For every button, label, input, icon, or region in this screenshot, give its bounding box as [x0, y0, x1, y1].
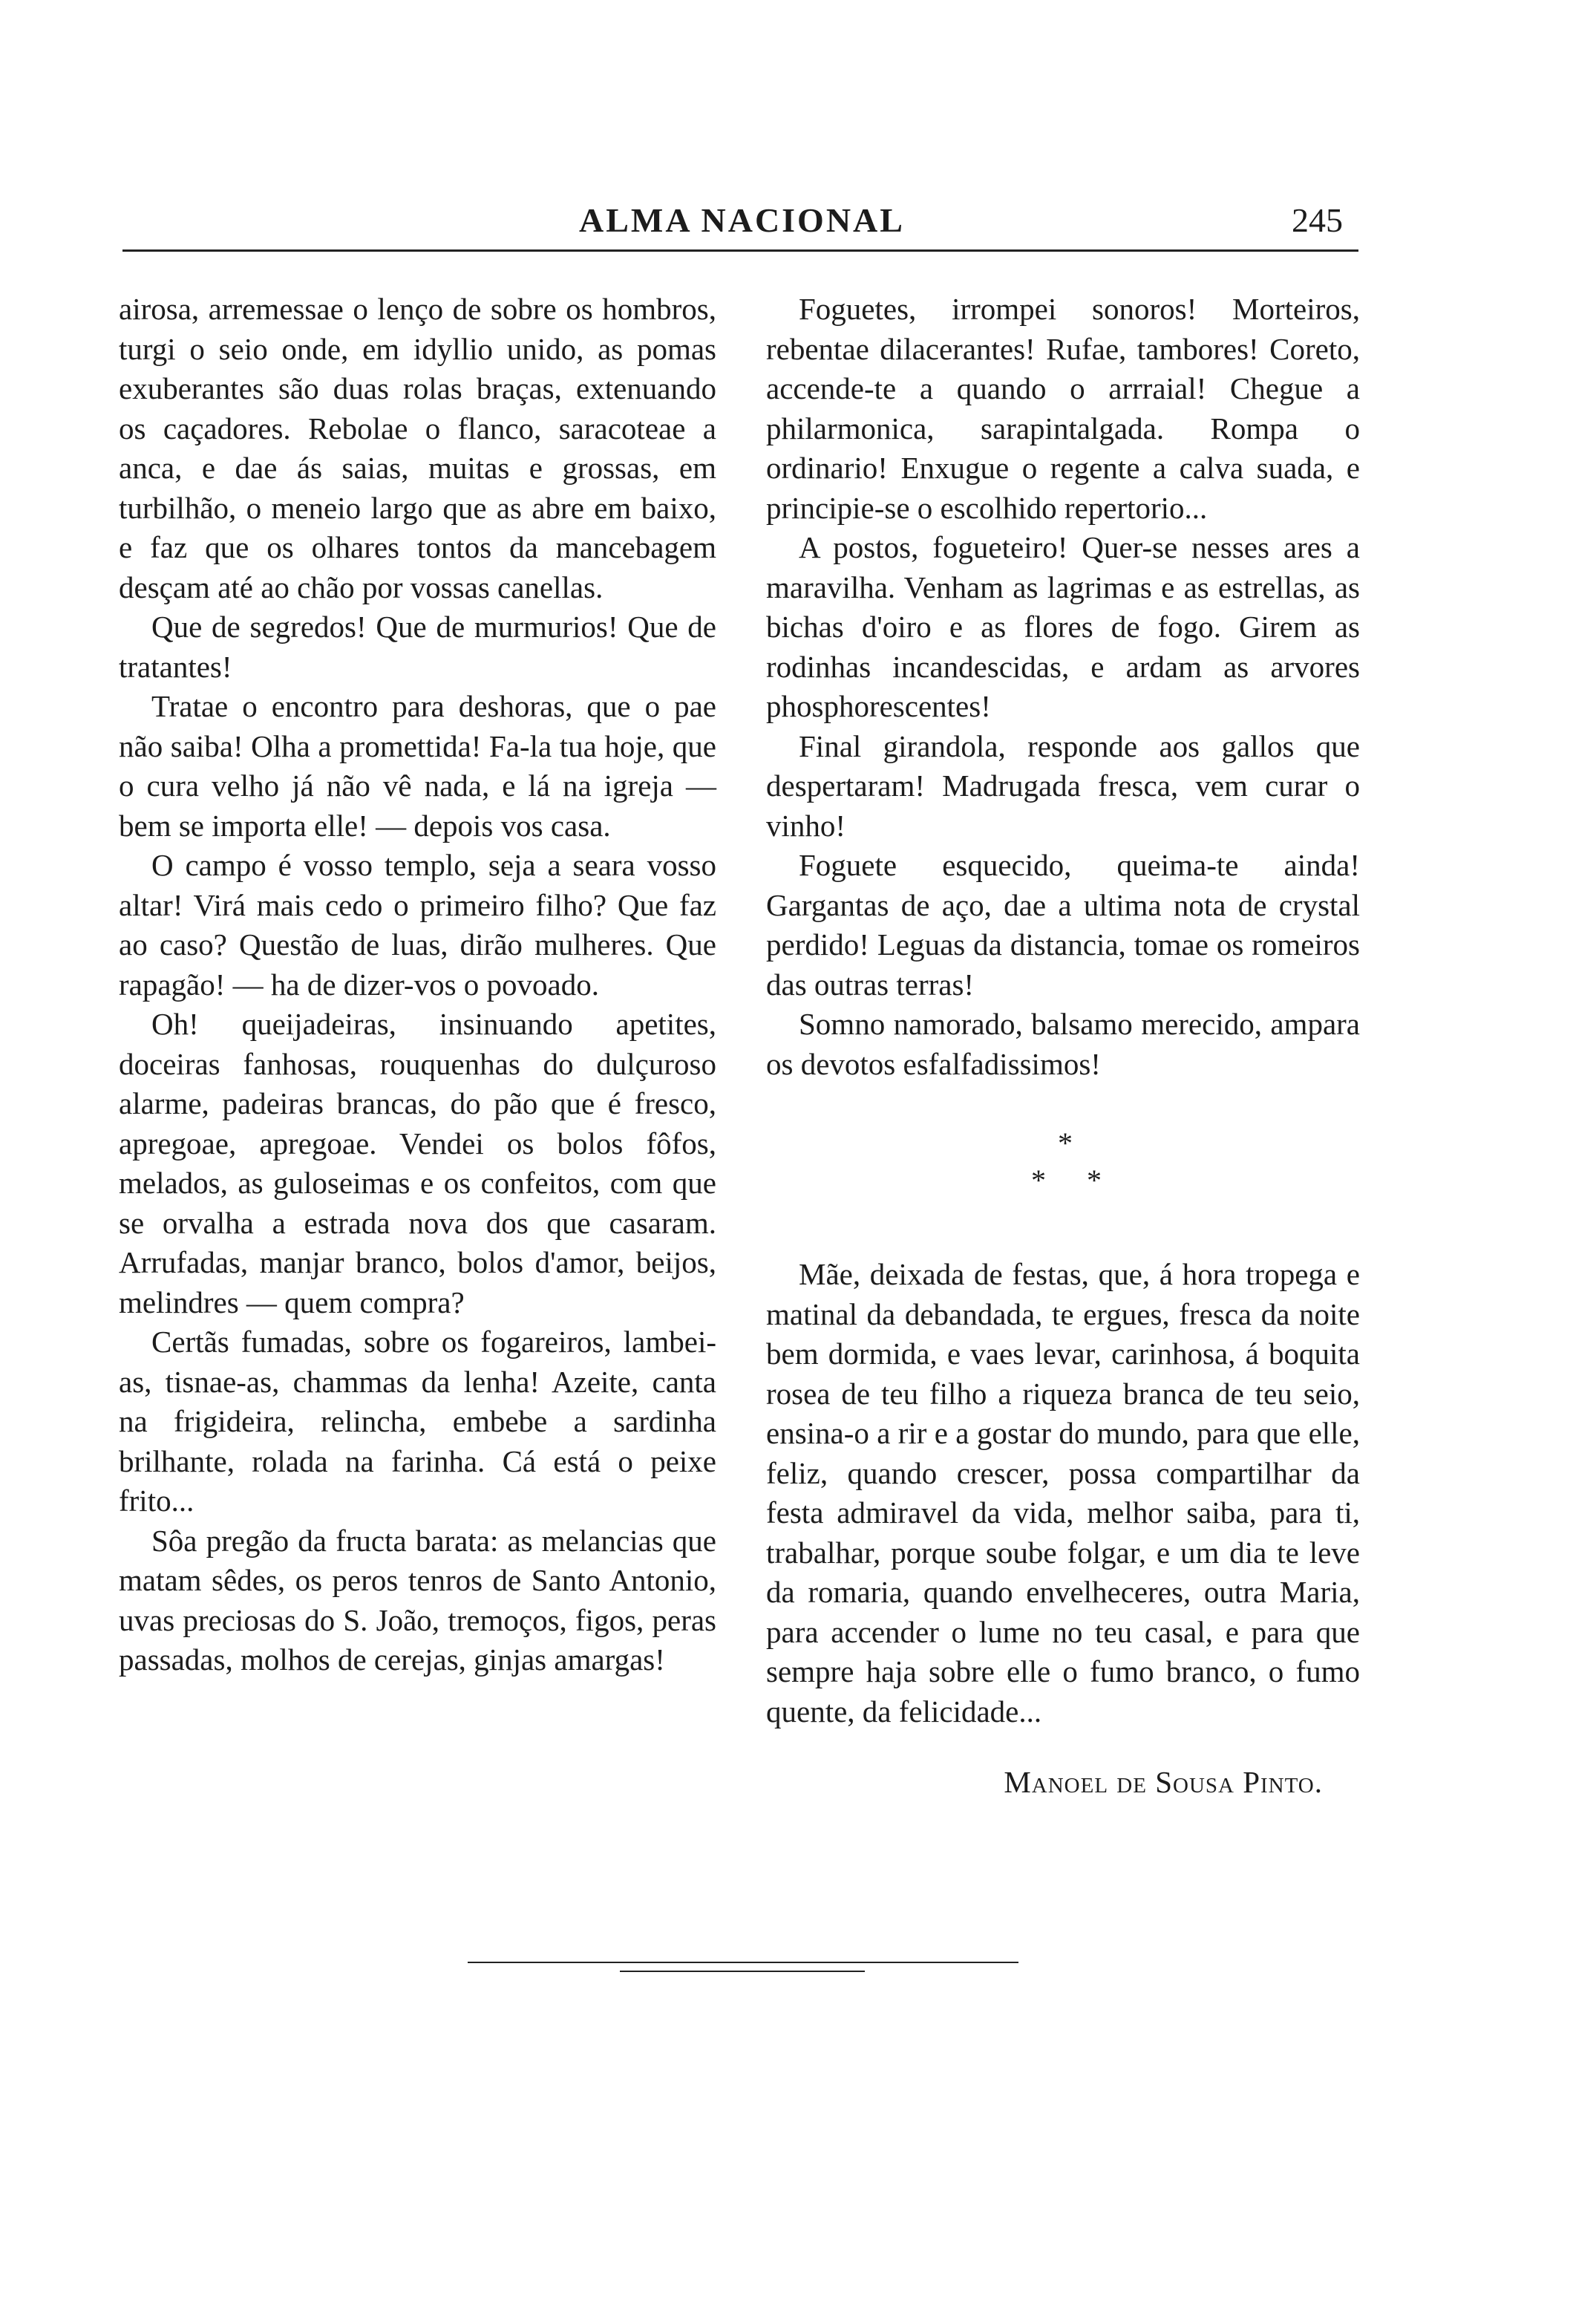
paragraph: Que de segredos! Que de murmurios! Que de tratantes!	[119, 610, 716, 684]
paragraph: Tratae o encontro para deshoras, que o pae não saiba! Olha a promettida! Fa-la tua hoje, que o cura velho já não vê nada, e lá na igreja — bem se importa elle! — depois vos casa.	[119, 689, 716, 843]
asterism-separator	[766, 1126, 1360, 1225]
paragraph: Certãs fumadas, sobre os fogareiros, lambei-as, tisnae-as, chammas da lenha! Azeite, canta na frigideira, relincha, embebe a sardinha brilhante, rolada na farinha. Cá está o peixe frito...	[119, 1325, 716, 1518]
journal-title: ALMA NACIONAL	[579, 201, 905, 239]
header-divider	[122, 249, 1358, 252]
footer-rule-short	[620, 1971, 865, 1972]
paragraph: Somno namorado, balsamo merecido, ampara os devotos esfalfadissimos!	[766, 1007, 1360, 1081]
page-number: 245	[1292, 201, 1343, 239]
asterisk: *	[1031, 1163, 1046, 1197]
paragraph: Oh! queijadeiras, insinuando apetites, doceiras fanhosas, rouquenhas do dulçuroso alarme, padeiras brancas, do pão que é fresco, apregoae, apregoae. Vendei os bolos fôfos, melados, as guloseimas e os confeitos, com que se orvalha a estrada nova dos que casaram. Arrufadas, manjar branco, bolos d'amor, beijos, melindres — quem compra?	[119, 1007, 716, 1319]
paragraph: O campo é vosso templo, seja a seara vosso altar! Virá mais cedo o primeiro filho? Que faz ao caso? Questão de luas, dirão mulheres. Que rapagão! — ha de dizer-vos o povoado.	[119, 848, 716, 1002]
paragraph: Foguetes, irrompei sonoros! Morteiros, rebentae dilacerantes! Rufae, tambores! Coreto, accende-te a quando o arrraial! Chegue a philarmonica, sarapintalgada. Rompa o ordinario! Enxugue o regente a calva suada, e principie-se o escolhido repertorio...	[766, 292, 1360, 525]
paragraph: Foguete esquecido, queima-te ainda! Gargantas de aço, dae a ultima nota de crystal perdido! Leguas da distancia, tomae os romeiros das outras terras!	[766, 848, 1360, 1002]
paragraph: Final girandola, responde aos gallos que despertaram! Madrugada fresca, vem curar o vinho!	[766, 728, 1360, 843]
paragraph: A postos, fogueteiro! Quer-se nesses ares a maravilha. Venham as lagrimas e as estrellas, as bichas d'oiro e as flores de fogo. Girem as rodinhas incandescidas, e ardam as arvores phosphorescentes!	[766, 530, 1360, 723]
paragraph: Mãe, deixada de festas, que, á hora tropega e matinal da debandada, te ergues, fresca da noite bem dormida, e vaes levar, carinhosa, á boquita rosea de teu filho a riqueza branca de teu seio, ensina-o a rir e a gostar do mundo, para que elle, feliz, quando crescer, possa compartilhar da festa admiravel da vida, melhor saiba, para ti, trabalhar, porque soube folgar, e um dia te leve da romaria, quando envelheceres, outra Maria, para accender o lume no teu casal, e para que sempre haja sobre elle o fumo branco, o fumo quente, da felicidade...	[766, 1257, 1360, 1729]
footer-rule	[468, 1962, 1018, 1963]
asterisk: *	[1058, 1126, 1073, 1160]
paragraph: airosa, arremessae o lenço de sobre os hombros, turgi o seio onde, em idyllio unido, as pomas exuberantes são duas rolas braças, extenuando os caçadores. Rebolae o flanco, saracoteae a anca, e dae ás saias, muitas e grossas, em turbilhão, o meneio largo que as abre em baixo, e faz que os olhares tontos da mancebagem desçam até ao chão por vossas canellas.	[119, 292, 716, 604]
asterisk: *	[1087, 1163, 1102, 1197]
paragraph: Sôa pregão da fructa barata: as melancias que matam sêdes, os peros tenros de Santo Antonio, uvas preciosas do S. João, tremoços, figos, peras passadas, molhos de cerejas, ginjas amargas!	[119, 1523, 716, 1677]
author-signature: Manoel de Sousa Pinto.	[1004, 1765, 1323, 1799]
left-column	[119, 290, 716, 1680]
right-column	[766, 290, 1360, 1803]
